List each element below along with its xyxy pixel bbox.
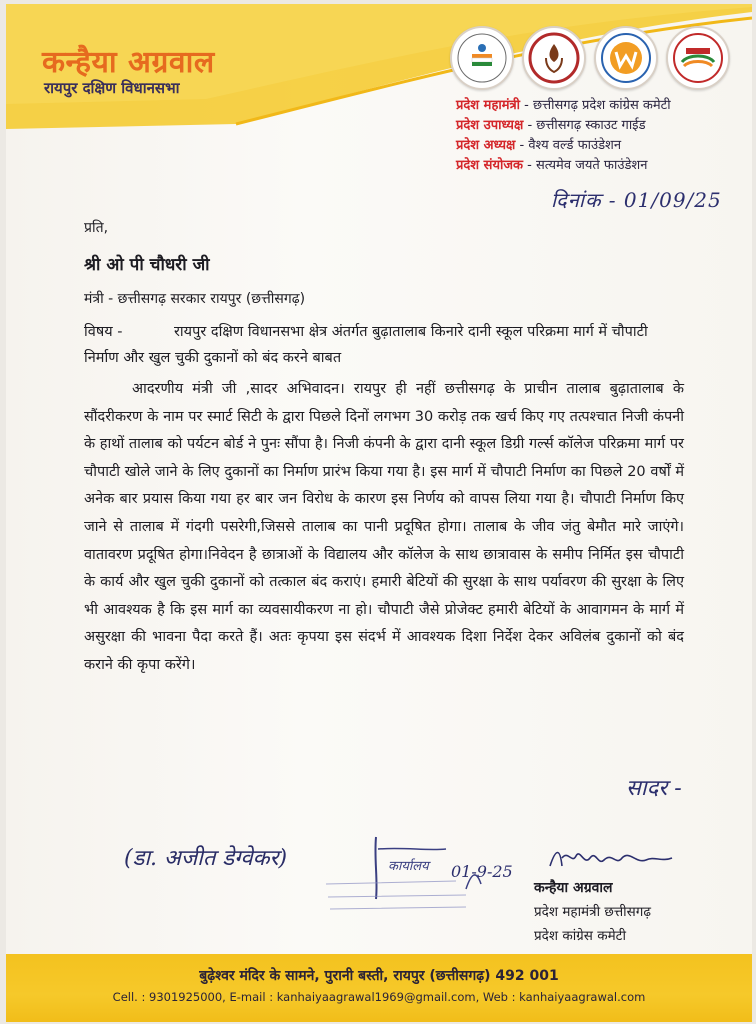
- sender-name-heading: कन्हैया अग्रवाल: [42, 45, 215, 80]
- post-organisation: - सत्यमेव जयते फाउंडेशन: [527, 158, 648, 173]
- signer-organisation: प्रदेश कांग्रेस कमेटी: [534, 928, 626, 944]
- post-organisation: - छत्तीसगढ़ प्रदेश कांग्रेस कमेटी: [524, 98, 671, 113]
- subject-label: विषय -: [84, 324, 123, 340]
- footer-address: बुढ़ेश्वर मंदिर के सामने, पुरानी बस्ती, रायपुर (छत्तीसगढ़) 492 001: [199, 968, 559, 984]
- post-role: प्रदेश संयोजक: [456, 158, 523, 173]
- handwritten-closing: सादर -: [626, 776, 682, 801]
- addressee-name: श्री ओ पी चौधरी जी: [84, 255, 210, 275]
- emblem-logo-icon: [450, 26, 514, 90]
- subject-text: रायपुर दक्षिण विधानसभा क्षेत्र अंतर्गत बुढ़ातालाब किनारे दानी स्कूल परिक्रमा मार्ग में चौपाटी निर्माण और खुल चुकी दुकानों को बंद करने बाबत: [84, 324, 648, 366]
- addressee-designation: मंत्री - छत्तीसगढ़ सरकार रायपुर (छत्तीसगढ़): [84, 291, 306, 307]
- scout-logo-icon: [522, 26, 586, 90]
- letter-body-text: आदरणीय मंत्री जी ,सादर अभिवादन। रायपुर ही नहीं छत्तीसगढ़ के प्राचीन तालाब बुढ़ातालाब के सौंदरीकरण के नाम पर स्मार्ट सिटी के द्वारा पिछले दिनों लगभग 30 करोड़ तक खर्च किए गए तत्पश्चात निजी कंपनी के हाथों तालाब को पर्यटन बोर्ड ने पुनः सौंपा है। निजी कंपनी के द्वारा दानी स्कूल डिग्री गर्ल्स कॉलेज परिक्रमा मार्ग पर चौपाटी खोले जाने के लिए दुकानों का निर्माण प्रारंभ किया गया है। इस मार्ग में चौपाटी निर्माण का पिछले 20 वर्षों में अनेक बार प्रयास किया गया हर बार जन विरोध के कारण इस निर्णय को वापस लिया गया है। चौपाटी निर्माण किए जाने से तालाब में गंदगी पसरेगी,जिससे तालाब का पानी प्रदूषित होगा। तालाब के जीव जंतु बेमौत मारे जाएंगे। वातावरण प्रदूषित होगा।निवेदन है छात्राओं के विद्यालय और कॉलेज के साथ छात्रावास के समीप निर्मित इस चौपाटी के कार्य और खुल चुकी दुकानों को तत्काल बंद कराएं। हमारी बेटियों की सुरक्षा के साथ पर्यावरण की सुरक्षा के लिए भी आवश्यक है कि इस मार्ग का व्यवसायीकरण ना हो। चौपाटी जैसे प्रोजेक्ट हमारी बेटियों के आवागमन के मार्ग में असुरक्षा की भावना पैदा करते हैं। अतः कृपया इस संदर्भ में आवश्यक दिशा निर्देश देकर अविलंब दुकानों को बंद कराने की कृपा करेंगे।: [84, 381, 684, 673]
- satyamev-jayate-foundation-logo-icon: [666, 26, 730, 90]
- letter-body: [84, 376, 684, 680]
- footer-band: [6, 954, 752, 1022]
- post-organisation: - छत्तीसगढ़ स्काउट गाईड: [527, 118, 646, 133]
- post-row: [456, 116, 671, 136]
- logo-row: [450, 26, 730, 90]
- footer-contact: Cell. : 9301925000, E-mail : kanhaiyaagrawal1969@gmail.com, Web : kanhaiyaagrawal.com: [112, 990, 646, 1004]
- left-signature: (डा. अजीत डेग्वेकर): [124, 846, 288, 871]
- post-row: [456, 136, 671, 156]
- letterhead-page: [6, 4, 752, 1022]
- signer-block: [534, 876, 651, 948]
- salutation: प्रति,: [84, 220, 109, 236]
- vaishya-world-foundation-logo-icon: [594, 26, 658, 90]
- posts-list: [456, 96, 671, 176]
- subject-block: [84, 319, 684, 371]
- post-row: [456, 96, 671, 116]
- constituency-label: रायपुर दक्षिण विधानसभा: [44, 79, 180, 97]
- post-role: प्रदेश अध्यक्ष: [456, 138, 516, 153]
- signer-post: प्रदेश महामंत्री छत्तीसगढ़: [534, 904, 651, 920]
- post-organisation: - वैश्य वर्ल्ड फाउंडेशन: [519, 138, 622, 153]
- signer-name: कन्हैया अग्रवाल: [534, 880, 613, 896]
- post-role: प्रदेश महामंत्री: [456, 98, 521, 113]
- post-row: [456, 156, 671, 176]
- handwritten-date: दिनांक - 01/09/25: [551, 188, 722, 212]
- stamp-date: 01-9-25: [451, 862, 513, 881]
- right-signature-scribble: [546, 844, 676, 874]
- post-role: प्रदेश उपाध्यक्ष: [456, 118, 524, 133]
- stamp-label: कार्यालय: [388, 859, 429, 874]
